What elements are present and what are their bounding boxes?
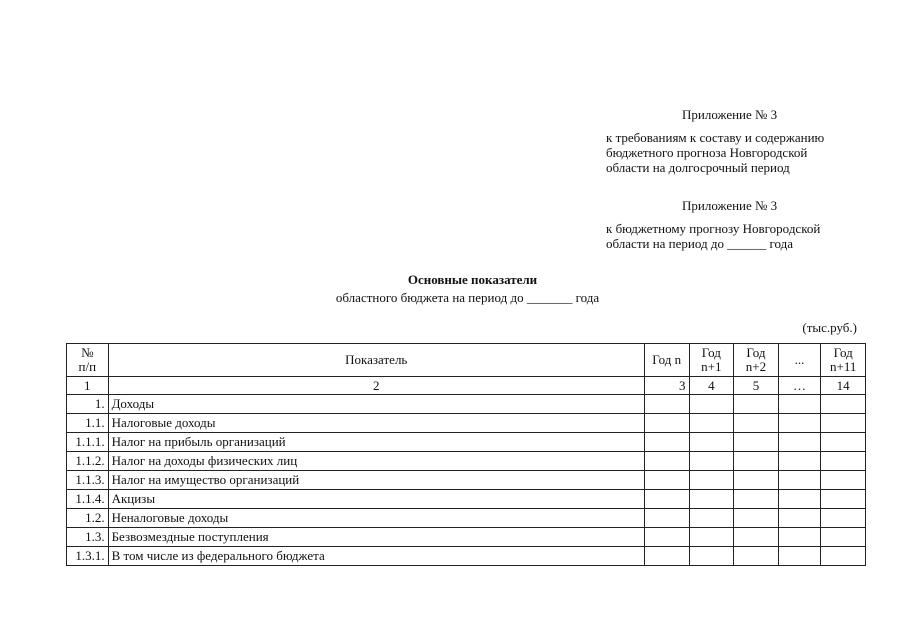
table-row (67, 509, 866, 528)
value-cell (778, 433, 821, 452)
value-cell (689, 547, 734, 566)
table-row (67, 452, 866, 471)
row-number: 1.3. (67, 528, 109, 547)
document-subtitle: областного бюджета на период до _______ года (335, 290, 600, 305)
value-cell (689, 414, 734, 433)
row-indicator-name: Безвозмездные поступления (108, 528, 644, 547)
value-cell (821, 490, 866, 509)
header-year-n1: Год n+1 (689, 344, 734, 377)
table-row (67, 433, 866, 452)
value-cell (734, 528, 779, 547)
appendix-1-line: бюджетного прогноза Новгородской (606, 145, 808, 160)
value-cell (644, 490, 689, 509)
value-cell (821, 452, 866, 471)
value-cell (778, 509, 821, 528)
value-cell (644, 452, 689, 471)
value-cell (689, 509, 734, 528)
column-number: 14 (821, 377, 866, 395)
value-cell (734, 490, 779, 509)
value-cell (734, 509, 779, 528)
document-title: Основные показатели (407, 272, 538, 287)
row-indicator-name: В том числе из федерального бюджета (108, 547, 644, 566)
table-row (67, 471, 866, 490)
row-number: 1.1.2. (67, 452, 109, 471)
value-cell (734, 547, 779, 566)
row-number: 1. (67, 395, 109, 414)
column-number: 2 (108, 377, 644, 395)
value-cell (778, 528, 821, 547)
value-cell (644, 433, 689, 452)
value-cell (644, 395, 689, 414)
header-year-n11: Год n+11 (821, 344, 866, 377)
units-label: (тыс.руб.) (802, 320, 857, 335)
budget-indicators-table (66, 343, 866, 566)
value-cell (778, 395, 821, 414)
row-number: 1.1.4. (67, 490, 109, 509)
column-number: 1 (67, 377, 109, 395)
appendix-1-block (606, 107, 824, 175)
value-cell (644, 528, 689, 547)
value-cell (644, 414, 689, 433)
value-cell (689, 433, 734, 452)
appendix-2-line: к бюджетному прогнозу Новгородской (606, 221, 821, 236)
row-number: 1.1.1. (67, 433, 109, 452)
header-year-n2: Год n+2 (734, 344, 779, 377)
header-number: № п/п (67, 344, 109, 377)
appendix-1-heading: Приложение № 3 (682, 107, 778, 122)
row-number: 1.1.3. (67, 471, 109, 490)
value-cell (821, 395, 866, 414)
row-indicator-name: Акцизы (108, 490, 644, 509)
value-cell (821, 509, 866, 528)
appendix-1-line: области на долгосрочный период (606, 160, 790, 175)
value-cell (644, 547, 689, 566)
column-number: 3 (644, 377, 689, 395)
value-cell (821, 414, 866, 433)
row-number: 1.3.1. (67, 547, 109, 566)
value-cell (778, 547, 821, 566)
value-cell (778, 452, 821, 471)
appendix-2-heading: Приложение № 3 (682, 198, 778, 213)
value-cell (778, 414, 821, 433)
value-cell (689, 471, 734, 490)
table-row (67, 547, 866, 566)
header-ellipsis: ... (778, 344, 821, 377)
table-header-row (67, 344, 866, 377)
value-cell (734, 395, 779, 414)
value-cell (821, 547, 866, 566)
table-row (67, 414, 866, 433)
appendix-2-line: области на период до ______ года (606, 236, 793, 251)
row-number: 1.2. (67, 509, 109, 528)
row-indicator-name: Налог на прибыль организаций (108, 433, 644, 452)
value-cell (734, 471, 779, 490)
document-title-block (0, 271, 905, 307)
row-indicator-name: Налог на имущество организаций (108, 471, 644, 490)
row-indicator-name: Доходы (108, 395, 644, 414)
header-year-n: Год n (644, 344, 689, 377)
table-row (67, 395, 866, 414)
column-number: 5 (734, 377, 779, 395)
appendix-2-block (606, 198, 820, 251)
column-number: 4 (689, 377, 734, 395)
value-cell (689, 490, 734, 509)
column-number-row (67, 377, 866, 395)
value-cell (778, 471, 821, 490)
value-cell (821, 471, 866, 490)
row-number: 1.1. (67, 414, 109, 433)
value-cell (734, 414, 779, 433)
value-cell (734, 452, 779, 471)
appendix-1-line: к требованиям к составу и содержанию (606, 130, 825, 145)
value-cell (778, 490, 821, 509)
row-indicator-name: Неналоговые доходы (108, 509, 644, 528)
header-indicator: Показатель (108, 344, 644, 377)
column-number: … (778, 377, 821, 395)
table-row (67, 490, 866, 509)
value-cell (821, 433, 866, 452)
value-cell (689, 452, 734, 471)
value-cell (689, 528, 734, 547)
value-cell (821, 528, 866, 547)
row-indicator-name: Налоговые доходы (108, 414, 644, 433)
value-cell (689, 395, 734, 414)
value-cell (734, 433, 779, 452)
table-row (67, 528, 866, 547)
value-cell (644, 471, 689, 490)
row-indicator-name: Налог на доходы физических лиц (108, 452, 644, 471)
value-cell (644, 509, 689, 528)
